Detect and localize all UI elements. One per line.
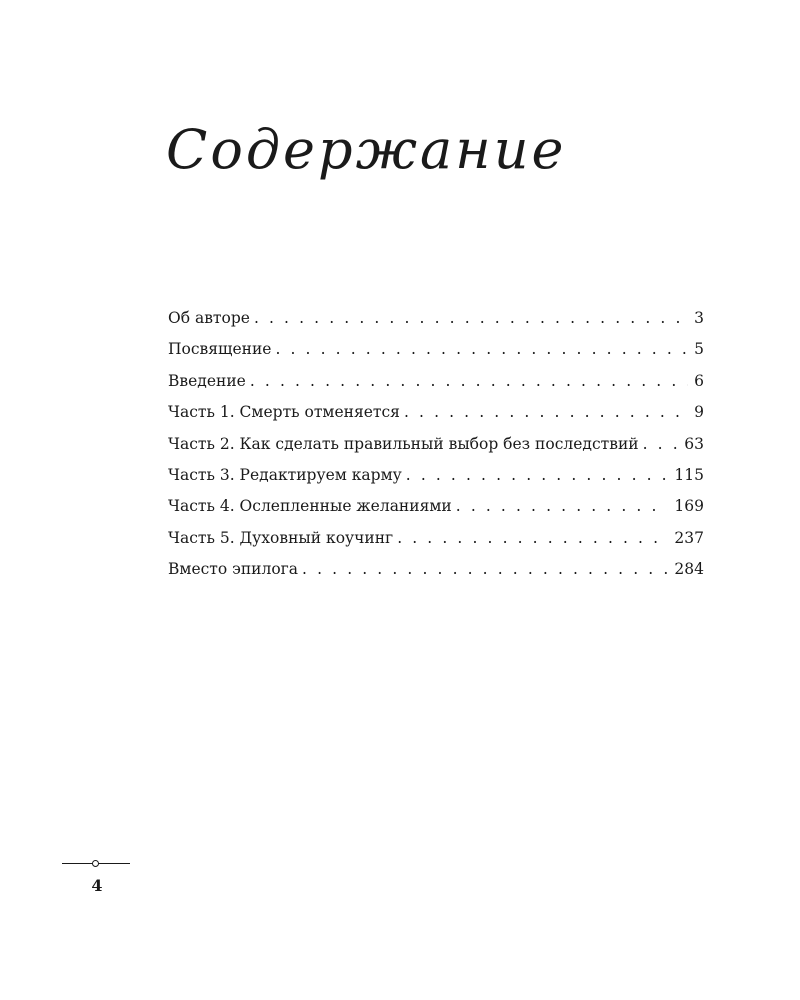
toc-entry-page: 3: [694, 309, 704, 327]
toc-entry-label: Об авторе: [168, 309, 250, 327]
toc-entry-label: Часть 5. Духовный коучинг: [168, 528, 394, 547]
dot-leader: [404, 403, 688, 421]
dot-leader: [275, 340, 688, 358]
dot-leader: [254, 309, 688, 327]
toc-entry-part-5[interactable]: [168, 529, 704, 560]
toc-entry-introduction[interactable]: [168, 372, 704, 403]
toc-entry-label: Вместо эпилога: [168, 560, 299, 579]
dot-leader: [456, 497, 669, 515]
toc-entry-part-3[interactable]: [168, 466, 704, 497]
toc-entry-page: 115: [674, 465, 704, 484]
toc-entry-part-4[interactable]: [168, 497, 704, 528]
toc-entry-page: 237: [674, 528, 704, 547]
toc-entry-page: 169: [674, 497, 704, 516]
dot-leader: [406, 466, 669, 484]
dot-leader: [302, 560, 668, 578]
toc-entry-label: Часть 4. Ослепленные желаниями: [168, 497, 452, 516]
toc-entry-page: 284: [674, 560, 704, 579]
page-title: Содержание: [166, 118, 567, 181]
toc-entry-dedication[interactable]: [168, 340, 704, 371]
toc-entry-label: Часть 3. Редактируем карму: [168, 465, 402, 484]
toc-entry-about-author[interactable]: [168, 309, 704, 340]
toc-entry-part-2[interactable]: [168, 435, 704, 466]
toc-entry-label: Часть 1. Смерть отменяется: [168, 403, 400, 422]
toc-entry-page: 6: [694, 371, 704, 390]
toc-entry-label: Посвящение: [168, 340, 272, 359]
toc-entry-part-1[interactable]: [168, 403, 704, 434]
page-number: 4: [91, 876, 103, 895]
table-of-contents: [168, 309, 704, 592]
toc-entry-page: 9: [694, 403, 704, 422]
toc-entry-epilogue[interactable]: [168, 560, 704, 591]
toc-entry-page: 5: [694, 340, 704, 359]
dot-leader: [643, 435, 679, 453]
toc-entry-page: 63: [684, 434, 704, 453]
dot-leader: [397, 529, 668, 547]
toc-entry-label: Введение: [168, 371, 246, 390]
dot-leader: [250, 372, 688, 390]
toc-entry-label: Часть 2. Как сделать правильный выбор без последствий: [168, 434, 639, 453]
folio-ornament-dot: [92, 860, 99, 867]
